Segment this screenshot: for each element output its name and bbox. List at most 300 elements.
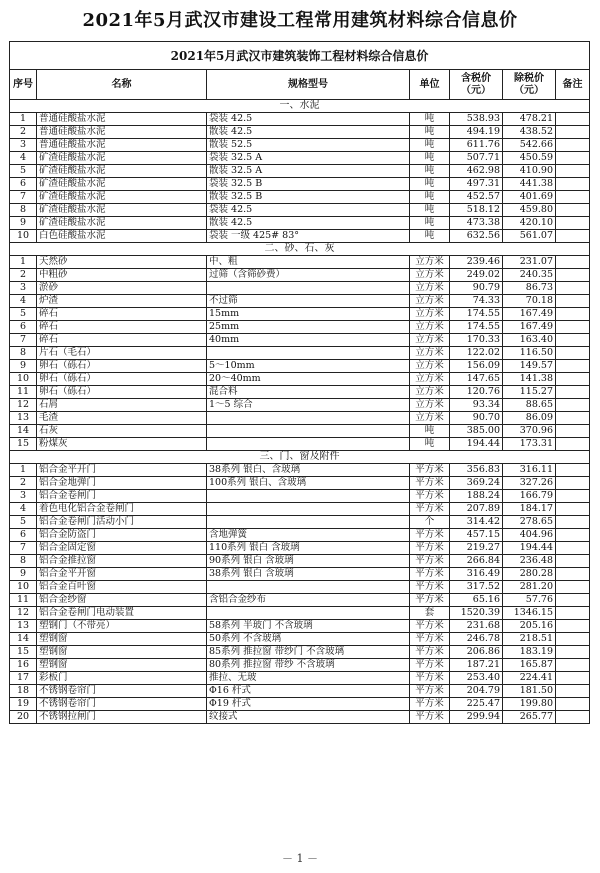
cell-spec: 散装 32.5 B: [207, 191, 410, 204]
table-row: [10, 542, 590, 555]
cell-unit: 吨: [410, 165, 450, 178]
cell-spec: 38系列 银白、含玻璃: [207, 464, 410, 477]
cell-unit: 立方米: [410, 269, 450, 282]
cell-remark: [556, 620, 590, 633]
cell-price-notax: 265.77: [503, 711, 556, 724]
cell-spec: 85系列 推拉窗 带纱门 不含玻璃: [207, 646, 410, 659]
table-row: [10, 529, 590, 542]
table-row: [10, 230, 590, 243]
cell-price-tax: 497.31: [450, 178, 503, 191]
cell-price-tax: 90.70: [450, 412, 503, 425]
cell-name: 铝合金地弹门: [37, 477, 207, 490]
cell-unit: 立方米: [410, 295, 450, 308]
cell-remark: [556, 594, 590, 607]
cell-price-notax: 410.90: [503, 165, 556, 178]
cell-unit: 平方米: [410, 620, 450, 633]
cell-unit: 吨: [410, 438, 450, 451]
table-row: [10, 672, 590, 685]
cell-price-tax: 1520.39: [450, 607, 503, 620]
cell-spec: 不过筛: [207, 295, 410, 308]
table-row: [10, 477, 590, 490]
table-caption-row: [10, 42, 590, 70]
cell-price-tax: 246.78: [450, 633, 503, 646]
cell-name: 炉渣: [37, 295, 207, 308]
cell-name: 塑钢窗: [37, 646, 207, 659]
cell-spec: Φ16 杆式: [207, 685, 410, 698]
cell-price-notax: 236.48: [503, 555, 556, 568]
cell-spec: [207, 347, 410, 360]
cell-price-tax: 206.86: [450, 646, 503, 659]
cell-remark: [556, 633, 590, 646]
cell-price-notax: 441.38: [503, 178, 556, 191]
cell-remark: [556, 490, 590, 503]
cell-price-notax: 167.49: [503, 321, 556, 334]
cell-price-notax: 240.35: [503, 269, 556, 282]
cell-unit: 吨: [410, 217, 450, 230]
cell-name: 碎石: [37, 321, 207, 334]
cell-name: 不锈钢卷帘门: [37, 685, 207, 698]
cell-name: 铝合金推拉窗: [37, 555, 207, 568]
cell-name: 碎石: [37, 308, 207, 321]
table-row: [10, 646, 590, 659]
cell-price-tax: 317.52: [450, 581, 503, 594]
cell-name: 塑钢窗: [37, 659, 207, 672]
cell-name: 矿渣硅酸盐水泥: [37, 191, 207, 204]
cell-price-tax: 231.68: [450, 620, 503, 633]
header-row: [10, 70, 590, 100]
cell-price-tax: 120.76: [450, 386, 503, 399]
cell-no: 16: [10, 659, 37, 672]
cell-remark: [556, 672, 590, 685]
cell-no: 7: [10, 191, 37, 204]
section-header-row: [10, 243, 590, 256]
cell-no: 1: [10, 464, 37, 477]
cell-remark: [556, 217, 590, 230]
table-row: [10, 620, 590, 633]
table-row: [10, 113, 590, 126]
cell-no: 6: [10, 178, 37, 191]
cell-unit: 立方米: [410, 347, 450, 360]
cell-unit: 立方米: [410, 256, 450, 269]
cell-remark: [556, 295, 590, 308]
cell-price-notax: 173.31: [503, 438, 556, 451]
cell-no: 15: [10, 646, 37, 659]
cell-price-notax: 86.73: [503, 282, 556, 295]
cell-name: 石灰: [37, 425, 207, 438]
cell-remark: [556, 152, 590, 165]
cell-remark: [556, 373, 590, 386]
cell-unit: 平方米: [410, 568, 450, 581]
cell-price-notax: 141.38: [503, 373, 556, 386]
table-row: [10, 204, 590, 217]
cell-unit: 立方米: [410, 321, 450, 334]
cell-name: 卵石（砾石）: [37, 386, 207, 399]
table-row: [10, 126, 590, 139]
cell-spec: 袋装 一级 425# 83°: [207, 230, 410, 243]
cell-name: 天然砂: [37, 256, 207, 269]
cell-name: 塑钢窗: [37, 633, 207, 646]
cell-price-tax: 253.40: [450, 672, 503, 685]
cell-price-tax: 462.98: [450, 165, 503, 178]
table-caption: 2021年5月武汉市建筑装饰工程材料综合信息价: [10, 42, 590, 70]
cell-price-notax: 165.87: [503, 659, 556, 672]
table-row: [10, 438, 590, 451]
cell-unit: 平方米: [410, 542, 450, 555]
cell-price-tax: 473.38: [450, 217, 503, 230]
cell-unit: 平方米: [410, 464, 450, 477]
cell-remark: [556, 347, 590, 360]
cell-price-tax: 207.89: [450, 503, 503, 516]
cell-unit: 平方米: [410, 503, 450, 516]
cell-remark: [556, 581, 590, 594]
cell-price-notax: 167.49: [503, 308, 556, 321]
cell-price-tax: 369.24: [450, 477, 503, 490]
table-row: [10, 308, 590, 321]
cell-name: 普通硅酸盐水泥: [37, 139, 207, 152]
cell-unit: 立方米: [410, 399, 450, 412]
cell-unit: 立方米: [410, 334, 450, 347]
cell-no: 8: [10, 347, 37, 360]
table-row: [10, 178, 590, 191]
cell-remark: [556, 555, 590, 568]
cell-spec: [207, 282, 410, 295]
header-price-tax: 含税价（元）: [450, 70, 503, 100]
cell-price-tax: 494.19: [450, 126, 503, 139]
cell-remark: [556, 178, 590, 191]
table-row: [10, 152, 590, 165]
cell-no: 12: [10, 399, 37, 412]
cell-remark: [556, 607, 590, 620]
cell-price-tax: 314.42: [450, 516, 503, 529]
cell-unit: 吨: [410, 191, 450, 204]
cell-remark: [556, 165, 590, 178]
cell-no: 11: [10, 594, 37, 607]
cell-price-tax: 204.79: [450, 685, 503, 698]
cell-no: 17: [10, 672, 37, 685]
cell-price-tax: 219.27: [450, 542, 503, 555]
cell-price-tax: 174.55: [450, 308, 503, 321]
cell-price-tax: 507.71: [450, 152, 503, 165]
table-row: [10, 464, 590, 477]
table-row: [10, 269, 590, 282]
cell-name: 普通硅酸盐水泥: [37, 126, 207, 139]
cell-remark: [556, 191, 590, 204]
cell-no: 2: [10, 477, 37, 490]
cell-price-notax: 181.50: [503, 685, 556, 698]
cell-remark: [556, 386, 590, 399]
table-row: [10, 568, 590, 581]
cell-name: 淤砂: [37, 282, 207, 295]
cell-spec: 58系列 半玻门 不含玻璃: [207, 620, 410, 633]
cell-no: 4: [10, 152, 37, 165]
cell-no: 5: [10, 516, 37, 529]
cell-price-tax: 266.84: [450, 555, 503, 568]
cell-price-tax: 187.21: [450, 659, 503, 672]
cell-unit: 吨: [410, 425, 450, 438]
cell-remark: [556, 464, 590, 477]
cell-name: 片石（毛石）: [37, 347, 207, 360]
page-number: － 1 －: [282, 852, 318, 865]
cell-price-tax: 65.16: [450, 594, 503, 607]
cell-unit: 套: [410, 607, 450, 620]
table-row: [10, 425, 590, 438]
cell-unit: 平方米: [410, 659, 450, 672]
cell-name: 白色硅酸盐水泥: [37, 230, 207, 243]
cell-name: 着色电化铝合金卷闸门: [37, 503, 207, 516]
cell-price-notax: 561.07: [503, 230, 556, 243]
cell-no: 1: [10, 256, 37, 269]
cell-no: 4: [10, 503, 37, 516]
cell-remark: [556, 412, 590, 425]
cell-name: 塑钢门（不带亮）: [37, 620, 207, 633]
cell-spec: 散装 42.5: [207, 126, 410, 139]
cell-spec: Φ19 杆式: [207, 698, 410, 711]
cell-price-tax: 156.09: [450, 360, 503, 373]
cell-price-notax: 194.44: [503, 542, 556, 555]
cell-price-notax: 478.21: [503, 113, 556, 126]
table-row: [10, 555, 590, 568]
cell-no: 15: [10, 438, 37, 451]
cell-spec: [207, 581, 410, 594]
cell-no: 9: [10, 217, 37, 230]
cell-name: 铝合金平开门: [37, 464, 207, 477]
cell-price-notax: 459.80: [503, 204, 556, 217]
cell-price-tax: 170.33: [450, 334, 503, 347]
cell-unit: 平方米: [410, 477, 450, 490]
cell-unit: 个: [410, 516, 450, 529]
cell-no: 8: [10, 555, 37, 568]
cell-remark: [556, 438, 590, 451]
cell-price-tax: 239.46: [450, 256, 503, 269]
cell-remark: [556, 659, 590, 672]
table-row: [10, 191, 590, 204]
cell-price-notax: 280.28: [503, 568, 556, 581]
cell-no: 4: [10, 295, 37, 308]
cell-price-tax: 518.12: [450, 204, 503, 217]
cell-remark: [556, 334, 590, 347]
cell-spec: 推拉、无玻: [207, 672, 410, 685]
cell-unit: 平方米: [410, 555, 450, 568]
table-row: [10, 633, 590, 646]
cell-price-tax: 90.79: [450, 282, 503, 295]
cell-name: 不锈钢卷帘门: [37, 698, 207, 711]
cell-price-notax: 57.76: [503, 594, 556, 607]
table-row: [10, 282, 590, 295]
cell-spec: [207, 607, 410, 620]
cell-remark: [556, 685, 590, 698]
table-row: [10, 386, 590, 399]
cell-price-tax: 194.44: [450, 438, 503, 451]
cell-price-notax: 184.17: [503, 503, 556, 516]
cell-unit: 吨: [410, 126, 450, 139]
cell-unit: 平方米: [410, 698, 450, 711]
cell-unit: 平方米: [410, 529, 450, 542]
cell-unit: 吨: [410, 152, 450, 165]
table-row: [10, 399, 590, 412]
cell-price-notax: 542.66: [503, 139, 556, 152]
cell-spec: [207, 412, 410, 425]
cell-price-notax: 278.65: [503, 516, 556, 529]
cell-spec: 袋装 32.5 A: [207, 152, 410, 165]
cell-unit: 立方米: [410, 412, 450, 425]
cell-price-tax: 299.94: [450, 711, 503, 724]
cell-name: 铝合金平开窗: [37, 568, 207, 581]
cell-price-notax: 316.11: [503, 464, 556, 477]
cell-no: 7: [10, 334, 37, 347]
cell-spec: 袋装 42.5: [207, 113, 410, 126]
cell-spec: 散装 32.5 A: [207, 165, 410, 178]
cell-unit: 平方米: [410, 646, 450, 659]
table-row: [10, 412, 590, 425]
cell-no: 9: [10, 568, 37, 581]
cell-name: 碎石: [37, 334, 207, 347]
cell-unit: 吨: [410, 204, 450, 217]
cell-no: 13: [10, 620, 37, 633]
table-row: [10, 373, 590, 386]
cell-remark: [556, 711, 590, 724]
cell-spec: 混合料: [207, 386, 410, 399]
cell-spec: 80系列 推拉窗 带纱 不含玻璃: [207, 659, 410, 672]
cell-price-notax: 116.50: [503, 347, 556, 360]
cell-price-notax: 166.79: [503, 490, 556, 503]
cell-price-notax: 404.96: [503, 529, 556, 542]
cell-name: 石屑: [37, 399, 207, 412]
cell-price-tax: 249.02: [450, 269, 503, 282]
table-row: [10, 711, 590, 724]
cell-remark: [556, 126, 590, 139]
cell-spec: 散装 42.5: [207, 217, 410, 230]
cell-price-notax: 218.51: [503, 633, 556, 646]
cell-unit: 吨: [410, 178, 450, 191]
cell-name: 普通硅酸盐水泥: [37, 113, 207, 126]
cell-price-notax: 450.59: [503, 152, 556, 165]
cell-remark: [556, 503, 590, 516]
header-price-notax: 除税价（元）: [503, 70, 556, 100]
cell-no: 11: [10, 386, 37, 399]
cell-name: 中粗砂: [37, 269, 207, 282]
cell-name: 铝合金纱窗: [37, 594, 207, 607]
cell-name: 毛渣: [37, 412, 207, 425]
cell-price-notax: 327.26: [503, 477, 556, 490]
table-row: [10, 139, 590, 152]
cell-remark: [556, 256, 590, 269]
cell-price-tax: 538.93: [450, 113, 503, 126]
cell-price-tax: 316.49: [450, 568, 503, 581]
cell-price-notax: 205.16: [503, 620, 556, 633]
section-title: 三、门、窗及附件: [10, 451, 590, 464]
cell-remark: [556, 516, 590, 529]
cell-no: 8: [10, 204, 37, 217]
cell-spec: 90系列 银白 含玻璃: [207, 555, 410, 568]
cell-name: 矿渣硅酸盐水泥: [37, 165, 207, 178]
cell-no: 1: [10, 113, 37, 126]
cell-no: 12: [10, 607, 37, 620]
cell-no: 13: [10, 412, 37, 425]
cell-no: 10: [10, 230, 37, 243]
table-row: [10, 334, 590, 347]
header-spec: 规格型号: [207, 70, 410, 100]
cell-no: 3: [10, 282, 37, 295]
cell-price-notax: 199.80: [503, 698, 556, 711]
cell-remark: [556, 113, 590, 126]
cell-no: 9: [10, 360, 37, 373]
table-row: [10, 594, 590, 607]
cell-unit: 立方米: [410, 308, 450, 321]
header-unit: 单位: [410, 70, 450, 100]
cell-unit: 吨: [410, 230, 450, 243]
cell-price-notax: 115.27: [503, 386, 556, 399]
table-row: [10, 360, 590, 373]
cell-spec: [207, 438, 410, 451]
cell-price-notax: 163.40: [503, 334, 556, 347]
cell-no: 3: [10, 139, 37, 152]
cell-spec: 含铝合金纱布: [207, 594, 410, 607]
cell-no: 6: [10, 321, 37, 334]
cell-price-tax: 147.65: [450, 373, 503, 386]
price-table: [9, 41, 590, 724]
cell-spec: 散装 52.5: [207, 139, 410, 152]
cell-no: 5: [10, 165, 37, 178]
cell-price-notax: 224.41: [503, 672, 556, 685]
cell-remark: [556, 360, 590, 373]
cell-no: 14: [10, 425, 37, 438]
cell-name: 粉煤灰: [37, 438, 207, 451]
cell-name: 铝合金防盗门: [37, 529, 207, 542]
cell-no: 19: [10, 698, 37, 711]
cell-price-notax: 401.69: [503, 191, 556, 204]
section-title: 二、砂、石、灰: [10, 243, 590, 256]
cell-spec: 15mm: [207, 308, 410, 321]
cell-no: 5: [10, 308, 37, 321]
table-row: [10, 503, 590, 516]
cell-name: 矿渣硅酸盐水泥: [37, 204, 207, 217]
cell-remark: [556, 425, 590, 438]
header-remark: 备注: [556, 70, 590, 100]
cell-spec: [207, 425, 410, 438]
cell-no: 6: [10, 529, 37, 542]
cell-spec: 5～10mm: [207, 360, 410, 373]
table-row: [10, 607, 590, 620]
cell-price-tax: 188.24: [450, 490, 503, 503]
cell-price-notax: 370.96: [503, 425, 556, 438]
table-row: [10, 165, 590, 178]
cell-no: 3: [10, 490, 37, 503]
cell-price-tax: 632.56: [450, 230, 503, 243]
cell-spec: [207, 503, 410, 516]
cell-price-tax: 356.83: [450, 464, 503, 477]
cell-spec: 中、粗: [207, 256, 410, 269]
cell-unit: 平方米: [410, 594, 450, 607]
cell-price-notax: 86.09: [503, 412, 556, 425]
cell-remark: [556, 269, 590, 282]
cell-no: 7: [10, 542, 37, 555]
cell-price-notax: 149.57: [503, 360, 556, 373]
cell-unit: 吨: [410, 139, 450, 152]
cell-price-tax: 457.15: [450, 529, 503, 542]
table-row: [10, 516, 590, 529]
cell-remark: [556, 646, 590, 659]
section-header-row: [10, 451, 590, 464]
cell-remark: [556, 204, 590, 217]
cell-remark: [556, 542, 590, 555]
section-title: 一、水泥: [10, 100, 590, 113]
cell-price-tax: 452.57: [450, 191, 503, 204]
cell-remark: [556, 282, 590, 295]
header-name: 名称: [37, 70, 207, 100]
cell-name: 铝合金固定窗: [37, 542, 207, 555]
cell-remark: [556, 321, 590, 334]
cell-price-tax: 611.76: [450, 139, 503, 152]
